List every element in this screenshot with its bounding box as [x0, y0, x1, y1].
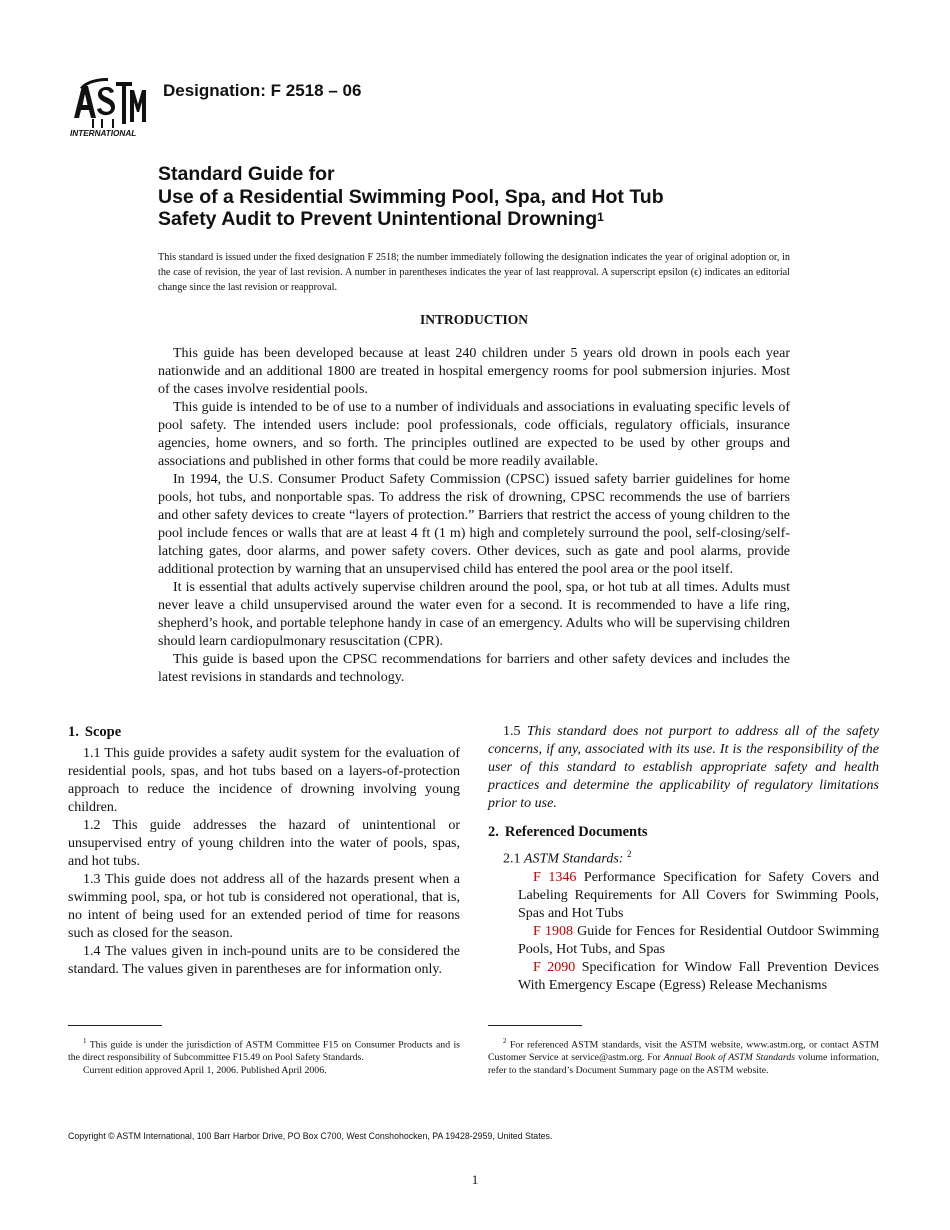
- fn1-mark: 1: [83, 1037, 87, 1045]
- referenced-number: 2.: [488, 824, 499, 840]
- fn1-body: This guide is under the jurisdiction of ASTM Committee F15 on Consumer Products and is the direct responsibility of Subcommittee F15.49 on Pool Safety Standards.: [68, 1039, 460, 1064]
- p15-text: This standard does not purport to address all of the safety concerns, if any, associated with its use. It is the responsibility of the user of this standard to establish appropriate safety and health practices and determine the applicability of regulatory limitations prior to use.: [488, 724, 879, 811]
- reference-item: [488, 923, 879, 959]
- reference-item: [488, 959, 879, 995]
- title-line-2: Use of a Residential Swimming Pool, Spa, and Hot Tub: [158, 185, 664, 208]
- footnote-2: [488, 1035, 879, 1077]
- scope-heading: [68, 723, 460, 741]
- intro-paragraph: This guide is based upon the CPSC recommendations for barriers and other safety devices and includes the latest revisions in standards and technology.: [158, 652, 790, 685]
- footnote-1: [68, 1035, 460, 1077]
- fn2-italic: Annual Book of ASTM Standards: [663, 1052, 796, 1064]
- title-line-3: [158, 208, 858, 231]
- reference-code-link[interactable]: F 1908: [533, 923, 573, 939]
- issued-note: This standard is issued under the fixed designation F 2518; the number immediately following the designation indicates the year of original adoption or, in the case of revision, the year of last revision. A number in parentheses indicates the year of last reapproval. A superscript epsilon (ϵ) indicates an editorial change since the last revision or reapproval.: [158, 252, 790, 293]
- intro-paragraph: This guide is intended to be of use to a number of individuals and associations in evaluating specific levels of pool safety. The intended users include: pool professionals, code officials, regulatory officials, insurance agencies, home owners, and so forth. The principles outlined are expected to be used by other groups and associations and published in other forms that could be more readily available.: [158, 400, 790, 469]
- astm-logo-icon: [68, 72, 150, 138]
- scope-paragraph: 1.1 This guide provides a safety audit system for the evaluation of residential pools, spas, and hot tubs based on a layers-of-protection approach to reduce the incidence of drowning involving young children.: [68, 746, 460, 815]
- referenced-heading-text: Referenced Documents: [504, 824, 648, 840]
- reference-item: [488, 869, 879, 923]
- intro-paragraph: It is essential that adults actively supervise children around the pool, spa, or hot tub at all times. Adults must never leave a child unsupervised around the water even for a second. It is recommended to have a life ring, shepherd’s hook, and portable telephone handy in case of an emergency. Adults who will be supervising children should learn cardiopulmonary resuscitation (CPR).: [158, 580, 790, 649]
- page-number: 1: [471, 1172, 479, 1187]
- reference-code-link[interactable]: F 1346: [533, 869, 577, 885]
- scope-number: 1.: [68, 724, 79, 740]
- fn2-mark: 2: [503, 1037, 507, 1045]
- logo-sub-text: INTERNATIONAL: [70, 129, 137, 138]
- p15-number: 1.5: [503, 724, 521, 739]
- intro-paragraph: This guide has been developed because at least 240 children under 5 years old drown in pools each year nationwide and an additional 1800 are treated in hospital emergency rooms for pool submersion injuries. Most of the cases involve residential pools.: [158, 346, 790, 397]
- astm-logo: [68, 72, 150, 138]
- scope-paragraph: 1.2 This guide addresses the hazard of unintentional or unsupervised entry of young children into the water of pools, spas, and hot tubs.: [68, 818, 460, 869]
- sub-footnote-mark[interactable]: 2: [626, 849, 632, 859]
- footnote-1-text: [68, 1035, 460, 1064]
- scope-paragraph-1-5: [488, 723, 879, 813]
- title-footnote-mark[interactable]: 1: [597, 210, 604, 224]
- fn2-body-b: volume information, refer to the standard’s Document Summary page on the ASTM website.: [488, 1052, 879, 1077]
- right-column: [488, 723, 879, 995]
- footnote-2-text: [488, 1035, 879, 1077]
- left-column: [68, 723, 460, 979]
- scope-paragraph: 1.4 The values given in inch-pound units are to be considered the standard. The values given in parentheses are for information only.: [68, 944, 460, 977]
- fn2-body-a: For referenced ASTM standards, visit the ASTM website, www.astm.org, or contact ASTM Customer Service at service@astm.org. For: [488, 1039, 880, 1064]
- reference-text: Specification for Window Fall Prevention Devices With Emergency Escape (Egress) Release Mechanisms: [518, 959, 879, 993]
- referenced-heading: [488, 823, 879, 841]
- reference-text: Performance Specification for Safety Covers and Labeling Requirements for All Covers for Swimming Pools, Spas and Hot Tubs: [518, 869, 879, 921]
- footnote-rule-right: [488, 1025, 582, 1026]
- introduction-body: [158, 345, 790, 687]
- intro-paragraph: In 1994, the U.S. Consumer Product Safety Commission (CPSC) issued safety barrier guidelines for home pools, hot tubs, and nonportable spas. To address the risk of drowning, CPSC recommends the use of barriers and other safety devices to create “layers of protection.” Barriers that restrict the access of young children to the pool include fences or walls that are at least 4 ft (1 m) high and completely surround the pool, self-closing/self-latching gates, door alarms, and power safety covers. Other devices, such as gate and pool alarms, provide additional protection by warning that an unsupervised child has entered the pool area or the pool itself.: [158, 472, 790, 577]
- copyright-notice: Copyright © ASTM International, 100 Barr Harbor Drive, PO Box C700, West Conshohocken, PA 19428-2959, United States.: [68, 1131, 553, 1141]
- footnote-rule-left: [68, 1025, 162, 1026]
- reference-text: Guide for Fences for Residential Outdoor Swimming Pools, Hot Tubs, and Spas: [518, 923, 880, 957]
- scope-heading-text: Scope: [84, 724, 122, 740]
- reference-code-link[interactable]: F 2090: [533, 959, 576, 975]
- title-line-3-text: Safety Audit to Prevent Unintentional Drowning: [158, 208, 598, 230]
- introduction-heading: INTRODUCTION: [419, 312, 528, 327]
- designation: Designation: F 2518 – 06: [163, 81, 362, 100]
- astm-standards-subheading: [488, 845, 879, 869]
- document-title: [158, 163, 858, 231]
- footnote-1-edition: Current edition approved April 1, 2006. Published April 2006.: [83, 1065, 327, 1077]
- sub-label: ASTM Standards:: [524, 851, 624, 867]
- title-line-1: Standard Guide for: [158, 163, 335, 185]
- sub-number: 2.1: [503, 851, 521, 867]
- scope-paragraph: 1.3 This guide does not address all of the hazards present when a swimming pool, spa, or hot tub is considered not operational, that is, no intent of being used for an extended period of time for reasons such as closed for the season.: [68, 872, 460, 941]
